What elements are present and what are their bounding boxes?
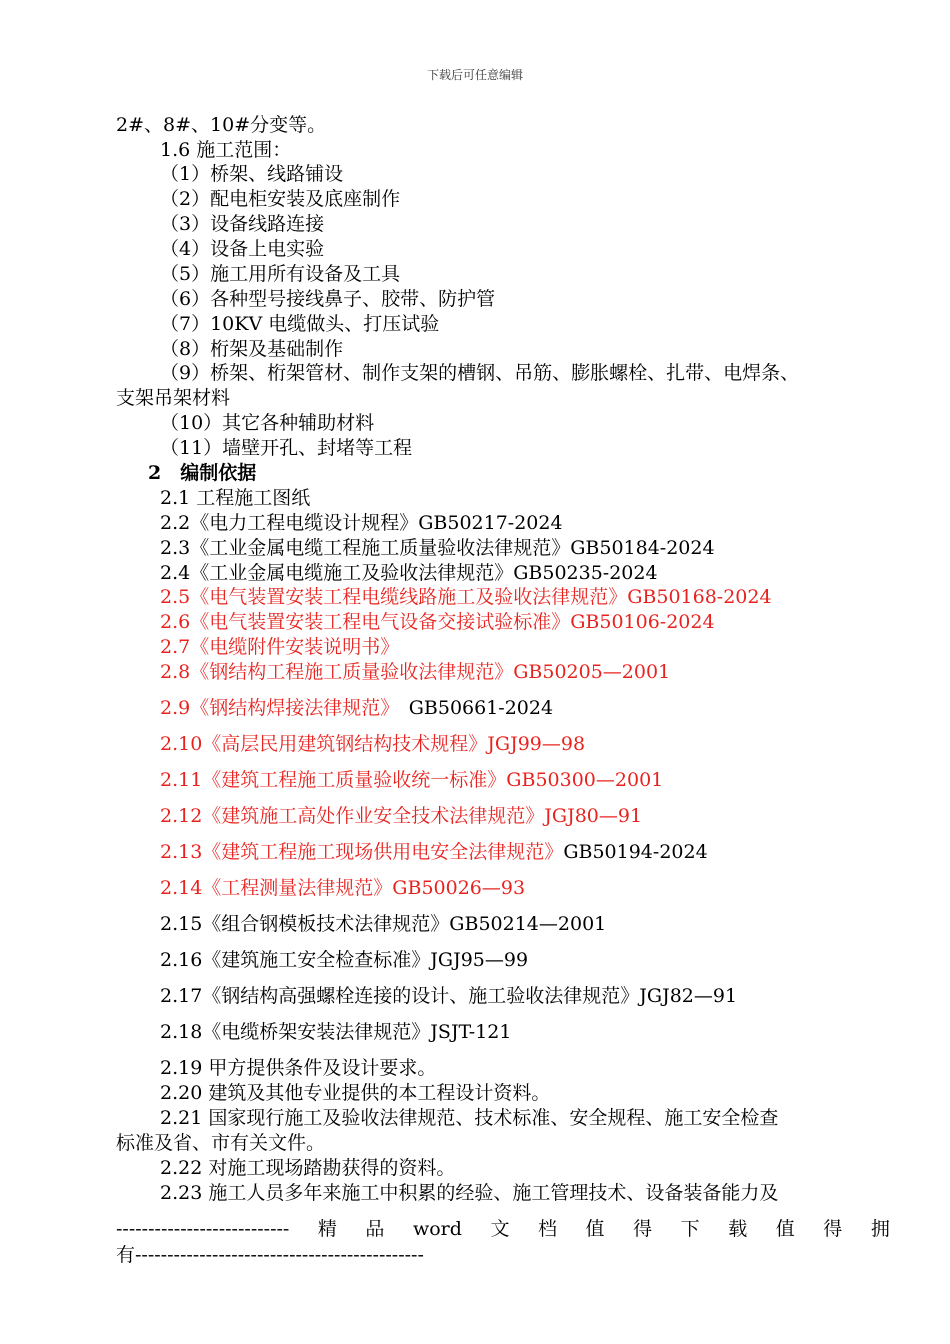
footer-word: 下 — [680, 1218, 700, 1240]
reference-code: GB50194-2024 — [563, 841, 708, 863]
reference-title: 2.13《建筑工程施工现场供用电安全法律规范》 — [160, 841, 564, 863]
reference-title: 2.9《钢结构焊接法律规范》 — [160, 697, 390, 719]
text-line: 2.2《电力工程电缆设计规程》GB50217-2024 — [160, 512, 563, 534]
text-line: 2.21 国家现行施工及验收法律规范、技术标准、安全规程、施工安全检查 — [160, 1107, 779, 1129]
text-line: 支架吊架材料 — [116, 387, 231, 409]
text-line: 2.12《建筑施工高处作业安全技术法律规范》JGJ80—91 — [160, 805, 643, 827]
text-line: （2）配电柜安装及底座制作 — [160, 188, 401, 210]
text-line: 2.5《电气装置安装工程电缆线路施工及验收法律规范》GB50168-2024 — [160, 586, 772, 608]
text-line: 2.23 施工人员多年来施工中积累的经验、施工管理技术、设备装备能力及 — [160, 1182, 779, 1204]
page-footer — [116, 1216, 890, 1268]
text-line: 2.6《电气装置安装工程电气设备交接试验标准》GB50106-2024 — [160, 611, 715, 633]
text-line: 2.20 建筑及其他专业提供的本工程设计资料。 — [160, 1082, 551, 1104]
text-line: 2 编制依据 — [148, 462, 257, 484]
footer-word: 值 — [775, 1218, 795, 1240]
text-line: 2#、8#、10#分变等。 — [116, 114, 327, 136]
text-line: （8）桁架及基础制作 — [160, 338, 344, 360]
text-line: （9）桥架、桁架管材、制作支架的槽钢、吊筋、膨胀螺栓、扎带、电焊条、 — [160, 362, 800, 384]
text-line: 2.7《电缆附件安装说明书》 — [160, 636, 400, 658]
text-line: 2.8《钢结构工程施工质量验收法律规范》GB50205—2001 — [160, 661, 671, 683]
text-line: （10）其它各种辅助材料 — [160, 412, 375, 434]
text-line: 2.14《工程测量法律规范》GB50026—93 — [160, 877, 526, 899]
text-line: 2.11《建筑工程施工质量验收统一标准》GB50300—2001 — [160, 769, 664, 791]
text-line: 2.19 甲方提供条件及设计要求。 — [160, 1057, 437, 1079]
text-line: （3）设备线路连接 — [160, 213, 325, 235]
footer-word: 拥 — [870, 1218, 890, 1240]
text-line: 2.10《高层民用建筑钢结构技术规程》JGJ99—98 — [160, 733, 586, 755]
text-line — [160, 697, 553, 719]
text-line: （11）墙壁开孔、封堵等工程 — [160, 437, 413, 459]
text-line: 2.1 工程施工图纸 — [160, 487, 311, 509]
text-line — [160, 841, 708, 863]
text-line: 标准及省、市有关文件。 — [116, 1132, 326, 1154]
text-line: 2.17《钢结构高强螺栓连接的设计、施工验收法律规范》JGJ82—91 — [160, 985, 738, 1007]
text-line: （1）桥架、线路铺设 — [160, 163, 344, 185]
text-line: （4）设备上电实验 — [160, 238, 325, 260]
text-line: （6）各种型号接线鼻子、胶带、防护管 — [160, 288, 496, 310]
text-line: 2.3《工业金属电缆工程施工质量验收法律规范》GB50184-2024 — [160, 537, 715, 559]
reference-code: GB50661-2024 — [389, 697, 554, 719]
text-line: 2.22 对施工现场踏勘获得的资料。 — [160, 1157, 456, 1179]
footer-continuation: 有--------------------------------------------- — [116, 1244, 424, 1266]
page-header: 下载后可任意编辑 — [426, 68, 523, 82]
footer-word: 得 — [823, 1218, 843, 1240]
text-line: 2.15《组合钢模板技术法律规范》GB50214—2001 — [160, 913, 607, 935]
text-line: 2.4《工业金属电缆施工及验收法律规范》GB50235-2024 — [160, 562, 658, 584]
text-line: （7）10KV 电缆做头、打压试验 — [160, 313, 440, 335]
text-line: （5）施工用所有设备及工具 — [160, 263, 401, 285]
footer-word: 得 — [633, 1218, 653, 1240]
footer-word: 品 — [365, 1218, 385, 1240]
footer-word: 值 — [585, 1218, 605, 1240]
footer-banner-line — [116, 1216, 890, 1242]
footer-dashes: --------------------------- — [116, 1218, 290, 1240]
footer-word: 精 — [317, 1218, 337, 1240]
footer-word: 文 — [490, 1218, 510, 1240]
text-line: 2.16《建筑施工安全检查标准》JGJ95—99 — [160, 949, 529, 971]
text-line: 2.18《电缆桥架安装法律规范》JSJT-121 — [160, 1021, 512, 1043]
footer-word: 档 — [538, 1218, 558, 1240]
footer-word: 载 — [728, 1218, 748, 1240]
footer-word: word — [412, 1218, 462, 1240]
text-line: 1.6 施工范围： — [160, 139, 292, 161]
